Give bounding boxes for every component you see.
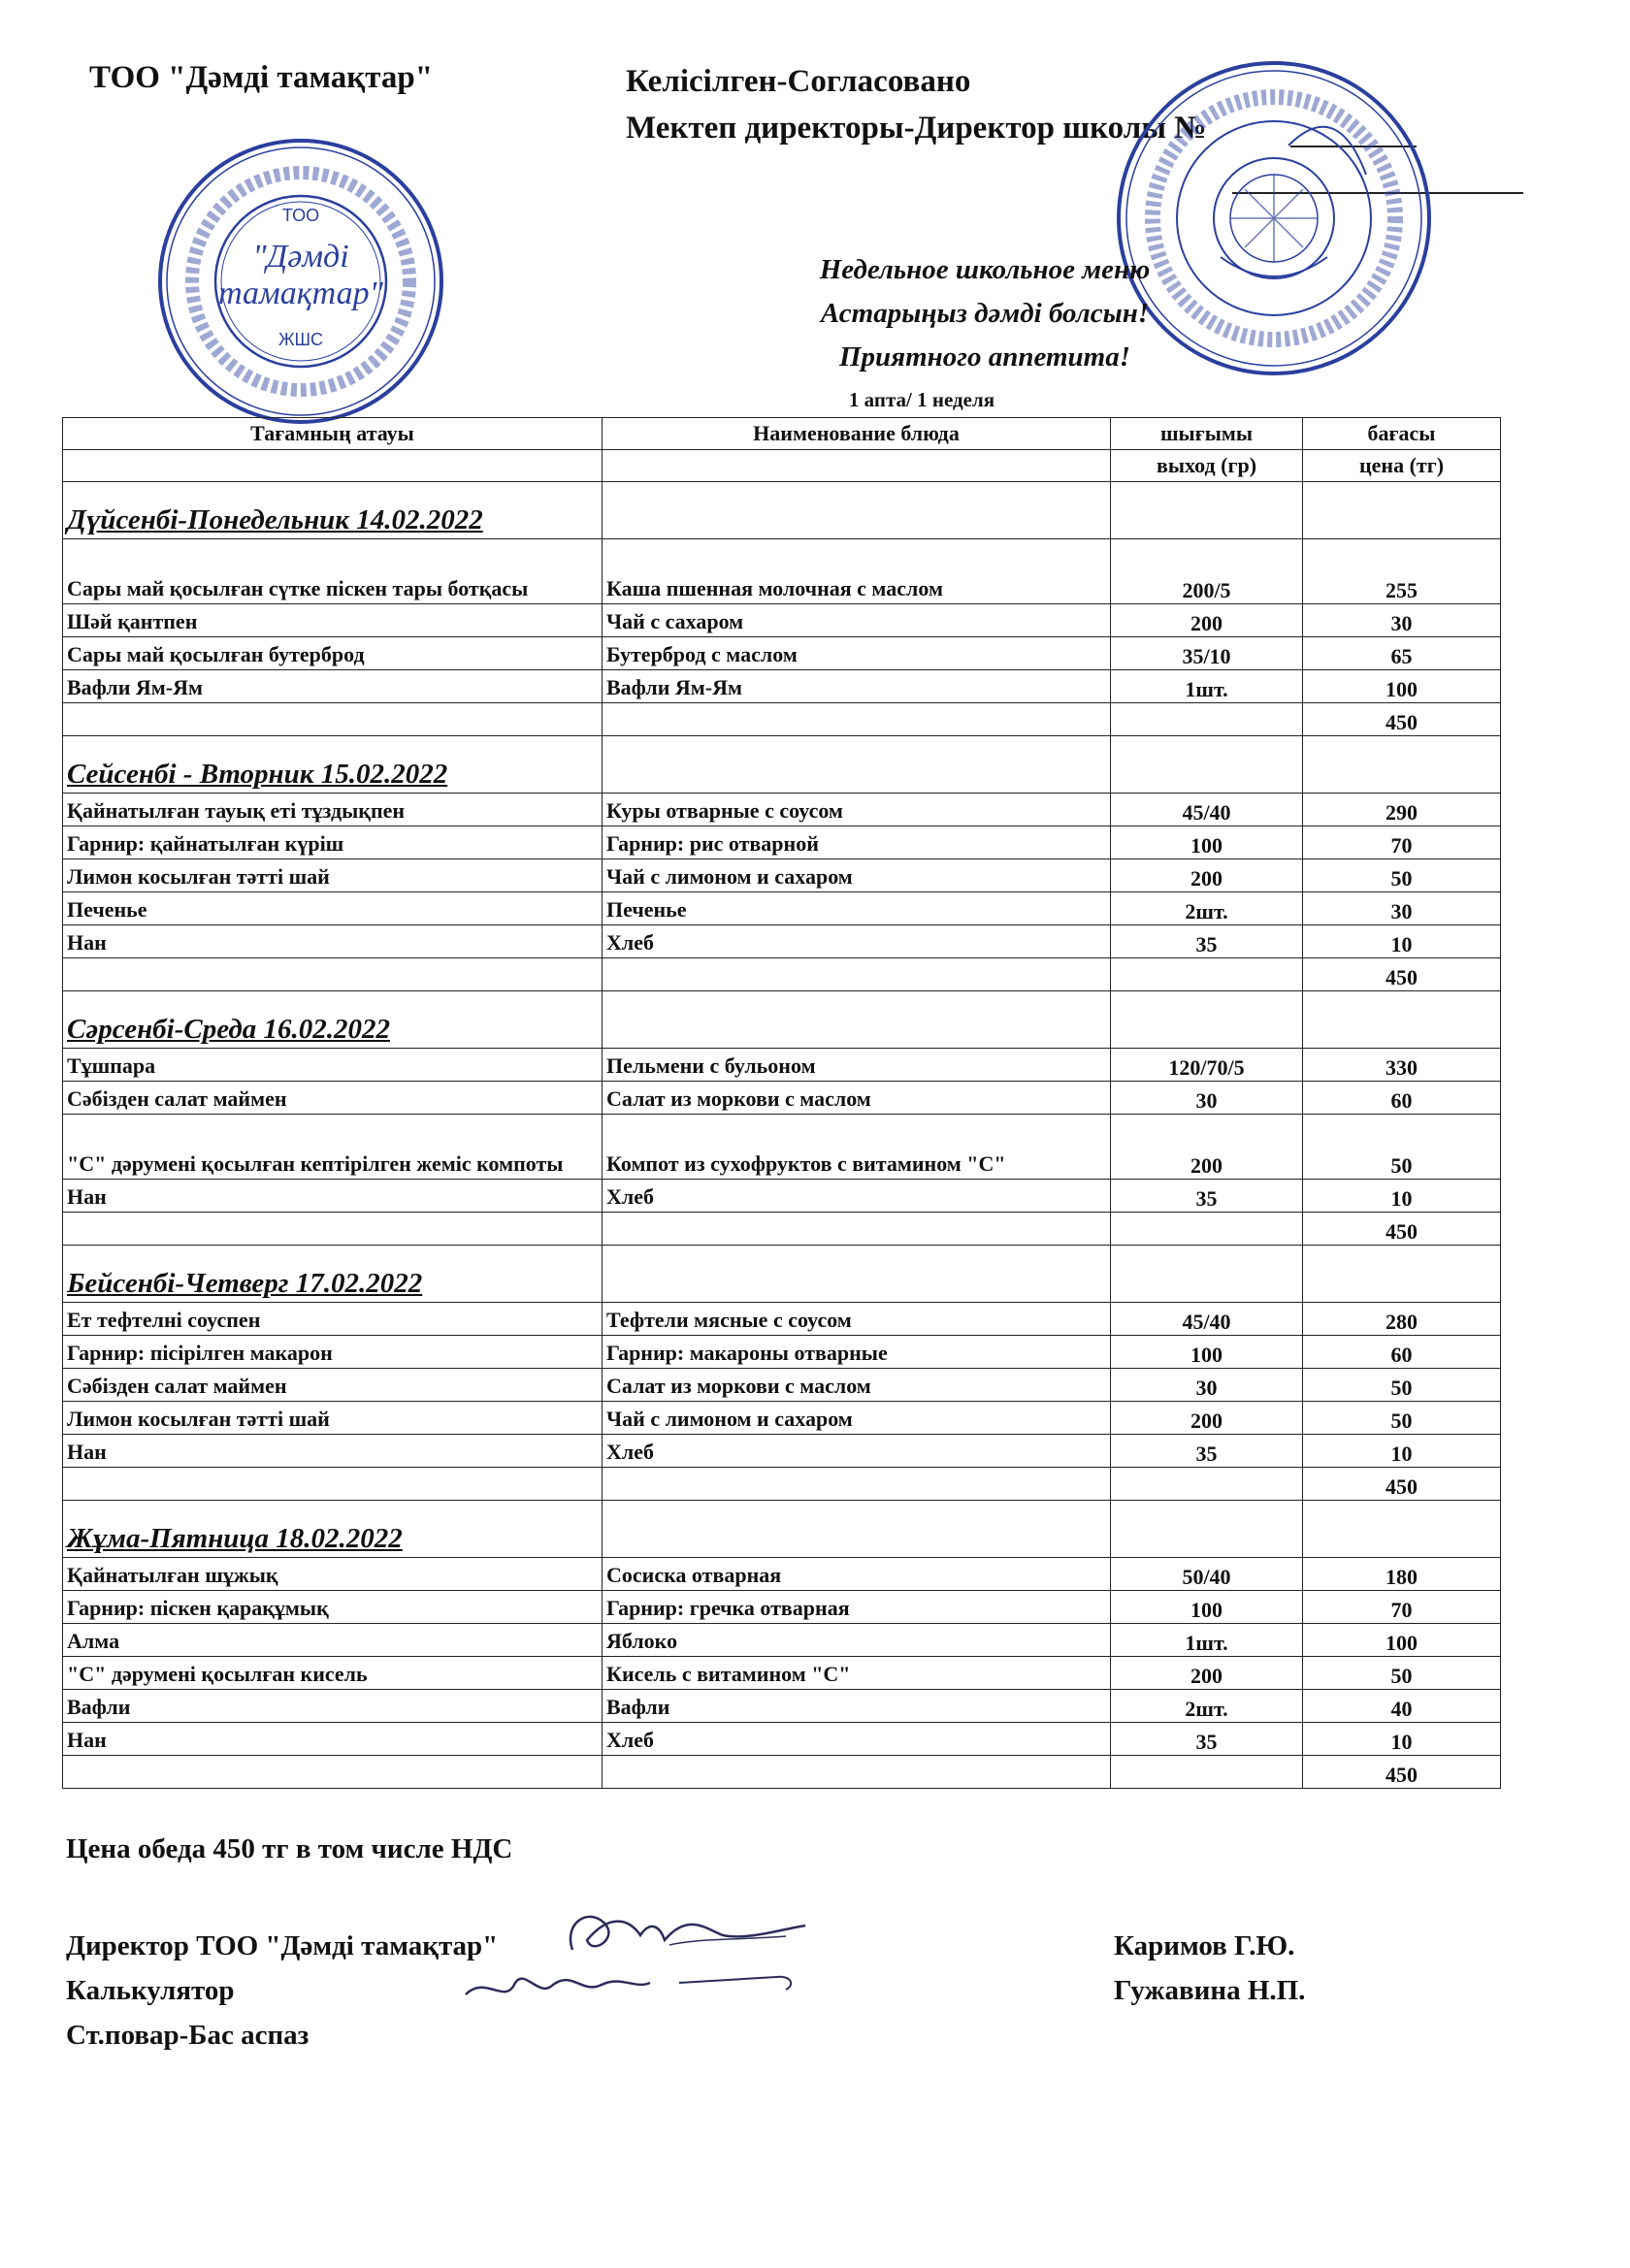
total-empty [63,1468,603,1501]
day-header-empty [603,736,1111,794]
dish-yield: 50/40 [1111,1558,1303,1591]
table-row [63,1115,1501,1180]
dish-name-kz: Сәбізден салат маймен [63,1082,603,1115]
dish-name-kz: Тұшпара [63,1049,603,1082]
director-name: Каримов Г.Ю. [1114,1930,1295,1961]
dish-name-ru: Гарнир: рис отварной [603,826,1111,859]
company-name: ТОО "Дәмді тамақтар" [89,60,434,95]
table-row [63,637,1501,670]
dish-name-ru: Яблоко [603,1624,1111,1657]
dish-name-kz: Қайнатылған шұжық [63,1558,603,1591]
dish-name-ru: Сосиска отварная [603,1558,1111,1591]
dish-yield: 45/40 [1111,794,1303,826]
dish-name-ru: Печенье [603,892,1111,925]
dish-price: 50 [1303,1402,1501,1435]
dish-name-ru: Вафли Ям-Ям [603,670,1111,703]
dish-yield: 30 [1111,1082,1303,1115]
day-name: Бейсенбі-Четверг 17.02.2022 [63,1246,603,1303]
dish-price: 10 [1303,925,1501,958]
menu-subtitle-kz: Астарыңыз дәмді болсын! [820,298,1150,329]
company-stamp [155,136,446,427]
dish-price: 290 [1303,794,1501,826]
dish-price: 60 [1303,1336,1501,1369]
day-total: 450 [1303,703,1501,736]
week-label: 1 апта/ 1 неделя [848,388,995,411]
day-header-empty [1111,1501,1303,1558]
dish-name-kz: Гарнир: пісірілген макарон [63,1336,603,1369]
dish-price: 30 [1303,604,1501,637]
dish-name-ru: Чай с лимоном и сахаром [603,859,1111,892]
total-empty [603,958,1111,991]
dish-name-ru: Каша пшенная молочная с маслом [603,539,1111,604]
dish-price: 50 [1303,1369,1501,1402]
dish-name-kz: Лимон косылған тәтті шай [63,1402,603,1435]
dish-price: 180 [1303,1558,1501,1591]
subheader-empty-2 [603,450,1111,482]
dish-yield: 30 [1111,1369,1303,1402]
day-total-row [63,1756,1501,1789]
dish-price: 70 [1303,1591,1501,1624]
dish-name-kz: Нан [63,925,603,958]
dish-price: 70 [1303,826,1501,859]
approval-director: Мектеп директоры-Директор школы № [626,111,1207,146]
column-header-yield-ru: выход (гр) [1111,450,1303,482]
table-row [63,1624,1501,1657]
dish-name-ru: Компот из сухофруктов с витамином "С" [603,1115,1111,1180]
company-stamp-text-2: "Дәмді [252,239,349,275]
day-name: Дүйсенбі-Понедельник 14.02.2022 [63,482,603,539]
day-header-row [63,736,1501,794]
menu-subtitle-ru: Приятного аппетита! [838,341,1130,373]
dish-price: 50 [1303,859,1501,892]
dish-name-ru: Салат из моркови с маслом [603,1369,1111,1402]
table-row [63,670,1501,703]
total-empty [63,703,603,736]
day-header-row [63,1501,1501,1558]
chef-label: Ст.повар-Бас аспаз [66,2020,310,2051]
dish-yield: 120/70/5 [1111,1049,1303,1082]
dish-name-kz: Нан [63,1180,603,1213]
day-header-empty [603,482,1111,539]
dish-name-ru: Бутерброд с маслом [603,637,1111,670]
table-row [63,1082,1501,1115]
dish-yield: 100 [1111,1591,1303,1624]
table-row [63,1723,1501,1756]
day-total-row [63,703,1501,736]
table-row [63,1049,1501,1082]
total-empty [63,958,603,991]
menu-title: Недельное школьное меню [819,254,1151,285]
day-header-empty [1111,482,1303,539]
dish-name-ru: Хлеб [603,925,1111,958]
day-total-row [63,1213,1501,1246]
dish-name-ru: Кисель с витамином "С" [603,1657,1111,1690]
column-header-yield-kz: шығымы [1111,418,1303,450]
day-header-empty [1111,1246,1303,1303]
dish-yield: 200 [1111,859,1303,892]
day-total-row [63,1468,1501,1501]
dish-price: 40 [1303,1690,1501,1723]
total-empty [603,1756,1111,1789]
table-row [63,794,1501,826]
company-stamp-text-4: ЖШС [277,330,324,349]
dish-price: 330 [1303,1049,1501,1082]
day-header-empty [1303,1501,1501,1558]
table-row [63,826,1501,859]
table-header-row [63,418,1501,450]
dish-price: 50 [1303,1657,1501,1690]
column-header-ru-name: Наименование блюда [603,418,1111,450]
dish-name-kz: Алма [63,1624,603,1657]
day-total-row [63,958,1501,991]
total-empty [603,1213,1111,1246]
dish-name-kz: Вафли [63,1690,603,1723]
dish-price: 10 [1303,1180,1501,1213]
total-empty [1111,1468,1303,1501]
dish-name-ru: Чай с сахаром [603,604,1111,637]
table-subheader-row [63,450,1501,482]
director-label: Директор ТОО "Дәмді тамақтар" [66,1930,499,1961]
dish-yield: 35 [1111,925,1303,958]
dish-price: 10 [1303,1435,1501,1468]
column-header-price-ru: цена (тг) [1303,450,1501,482]
menu-body [63,482,1501,1789]
dish-yield: 35 [1111,1723,1303,1756]
day-name: Сейсенбі - Вторник 15.02.2022 [63,736,603,794]
dish-price: 10 [1303,1723,1501,1756]
day-header-empty [1303,1246,1501,1303]
approval-title: Келісілген-Согласовано [626,64,971,99]
dish-yield: 1шт. [1111,1624,1303,1657]
dish-yield: 35 [1111,1435,1303,1468]
dish-name-kz: Шәй қантпен [63,604,603,637]
dish-name-kz: Сары май қосылған бутерброд [63,637,603,670]
dish-name-ru: Салат из моркови с маслом [603,1082,1111,1115]
total-empty [1111,1213,1303,1246]
dish-name-ru: Тефтели мясные с соусом [603,1303,1111,1336]
table-row [63,925,1501,958]
dish-name-kz: Печенье [63,892,603,925]
dish-name-ru: Хлеб [603,1180,1111,1213]
dish-price: 100 [1303,1624,1501,1657]
school-stamp [1114,58,1434,378]
dish-yield: 35/10 [1111,637,1303,670]
dish-yield: 100 [1111,1336,1303,1369]
table-row [63,1558,1501,1591]
day-total: 450 [1303,1756,1501,1789]
dish-name-kz: "С" дәрумені қосылған кептірілген жеміс компоты [63,1115,603,1180]
day-header-empty [1303,482,1501,539]
table-row [63,1657,1501,1690]
day-header-row [63,991,1501,1049]
dish-price: 60 [1303,1082,1501,1115]
table-row [63,1303,1501,1336]
dish-name-kz: Сары май қосылған сүтке піскен тары ботқасы [63,539,603,604]
dish-name-kz: Нан [63,1435,603,1468]
dish-yield: 200 [1111,1115,1303,1180]
dish-name-kz: "С" дәрумені қосылған кисель [63,1657,603,1690]
dish-yield: 45/40 [1111,1303,1303,1336]
dish-name-kz: Лимон косылған тәтті шай [63,859,603,892]
table-row [63,1690,1501,1723]
total-empty [1111,1756,1303,1789]
dish-yield: 1шт. [1111,670,1303,703]
table-row [63,859,1501,892]
dish-name-ru: Гарнир: макароны отварные [603,1336,1111,1369]
dish-name-kz: Вафли Ям-Ям [63,670,603,703]
dish-name-ru: Гарнир: гречка отварная [603,1591,1111,1624]
table-row [63,1180,1501,1213]
dish-yield: 200/5 [1111,539,1303,604]
dish-price: 30 [1303,892,1501,925]
dish-name-ru: Пельмени с бульоном [603,1049,1111,1082]
table-row [63,1435,1501,1468]
company-stamp-text-3: тамақтар" [218,275,383,311]
dish-name-kz: Қайнатылған тауық еті тұздықпен [63,794,603,826]
dish-name-kz: Ет тефтелні соуспен [63,1303,603,1336]
calculator-label: Калькулятор [66,1975,235,2006]
dish-price: 65 [1303,637,1501,670]
table-row [63,1336,1501,1369]
dish-name-kz: Нан [63,1723,603,1756]
column-header-kz-name: Тағамның атауы [63,418,603,450]
day-header-empty [1111,736,1303,794]
day-header-empty [603,1501,1111,1558]
dish-name-ru: Куры отварные с соусом [603,794,1111,826]
day-header-empty [603,991,1111,1049]
dish-price: 50 [1303,1115,1501,1180]
dish-yield: 35 [1111,1180,1303,1213]
day-total: 450 [1303,958,1501,991]
dish-yield: 2шт. [1111,1690,1303,1723]
dish-name-ru: Чай с лимоном и сахаром [603,1402,1111,1435]
calculator-name: Гужавина Н.П. [1114,1975,1306,2006]
dish-name-kz: Гарнир: піскен қарақұмық [63,1591,603,1624]
company-stamp-text-1: ТОО [281,206,320,225]
table-row [63,1369,1501,1402]
price-note: Цена обеда 450 тг в том числе НДС [66,1833,513,1864]
table-row [63,604,1501,637]
day-header-empty [1303,736,1501,794]
dish-name-ru: Хлеб [603,1435,1111,1468]
menu-table [62,417,1501,1789]
dish-price: 100 [1303,670,1501,703]
total-empty [1111,958,1303,991]
dish-name-kz: Гарнир: қайнатылған күріш [63,826,603,859]
day-name: Сәрсенбі-Среда 16.02.2022 [63,991,603,1049]
dish-yield: 2шт. [1111,892,1303,925]
table-row [63,892,1501,925]
dish-name-ru: Вафли [603,1690,1111,1723]
total-empty [603,703,1111,736]
dish-yield: 200 [1111,604,1303,637]
dish-price: 255 [1303,539,1501,604]
dish-price: 280 [1303,1303,1501,1336]
dish-name-kz: Сәбізден салат маймен [63,1369,603,1402]
dish-yield: 100 [1111,826,1303,859]
dish-yield: 200 [1111,1402,1303,1435]
table-row [63,1591,1501,1624]
day-total: 450 [1303,1213,1501,1246]
dish-yield: 200 [1111,1657,1303,1690]
total-empty [1111,703,1303,736]
signature-calculator [456,1956,825,2024]
day-total: 450 [1303,1468,1501,1501]
day-header-empty [1303,991,1501,1049]
total-empty [63,1213,603,1246]
total-empty [63,1756,603,1789]
table-row [63,1402,1501,1435]
table-row [63,539,1501,604]
day-header-row [63,482,1501,539]
day-header-empty [1111,991,1303,1049]
dish-name-ru: Хлеб [603,1723,1111,1756]
subheader-empty-1 [63,450,603,482]
day-header-empty [603,1246,1111,1303]
day-name: Жұма-Пятница 18.02.2022 [63,1501,603,1558]
day-header-row [63,1246,1501,1303]
total-empty [603,1468,1111,1501]
column-header-price-kz: бағасы [1303,418,1501,450]
